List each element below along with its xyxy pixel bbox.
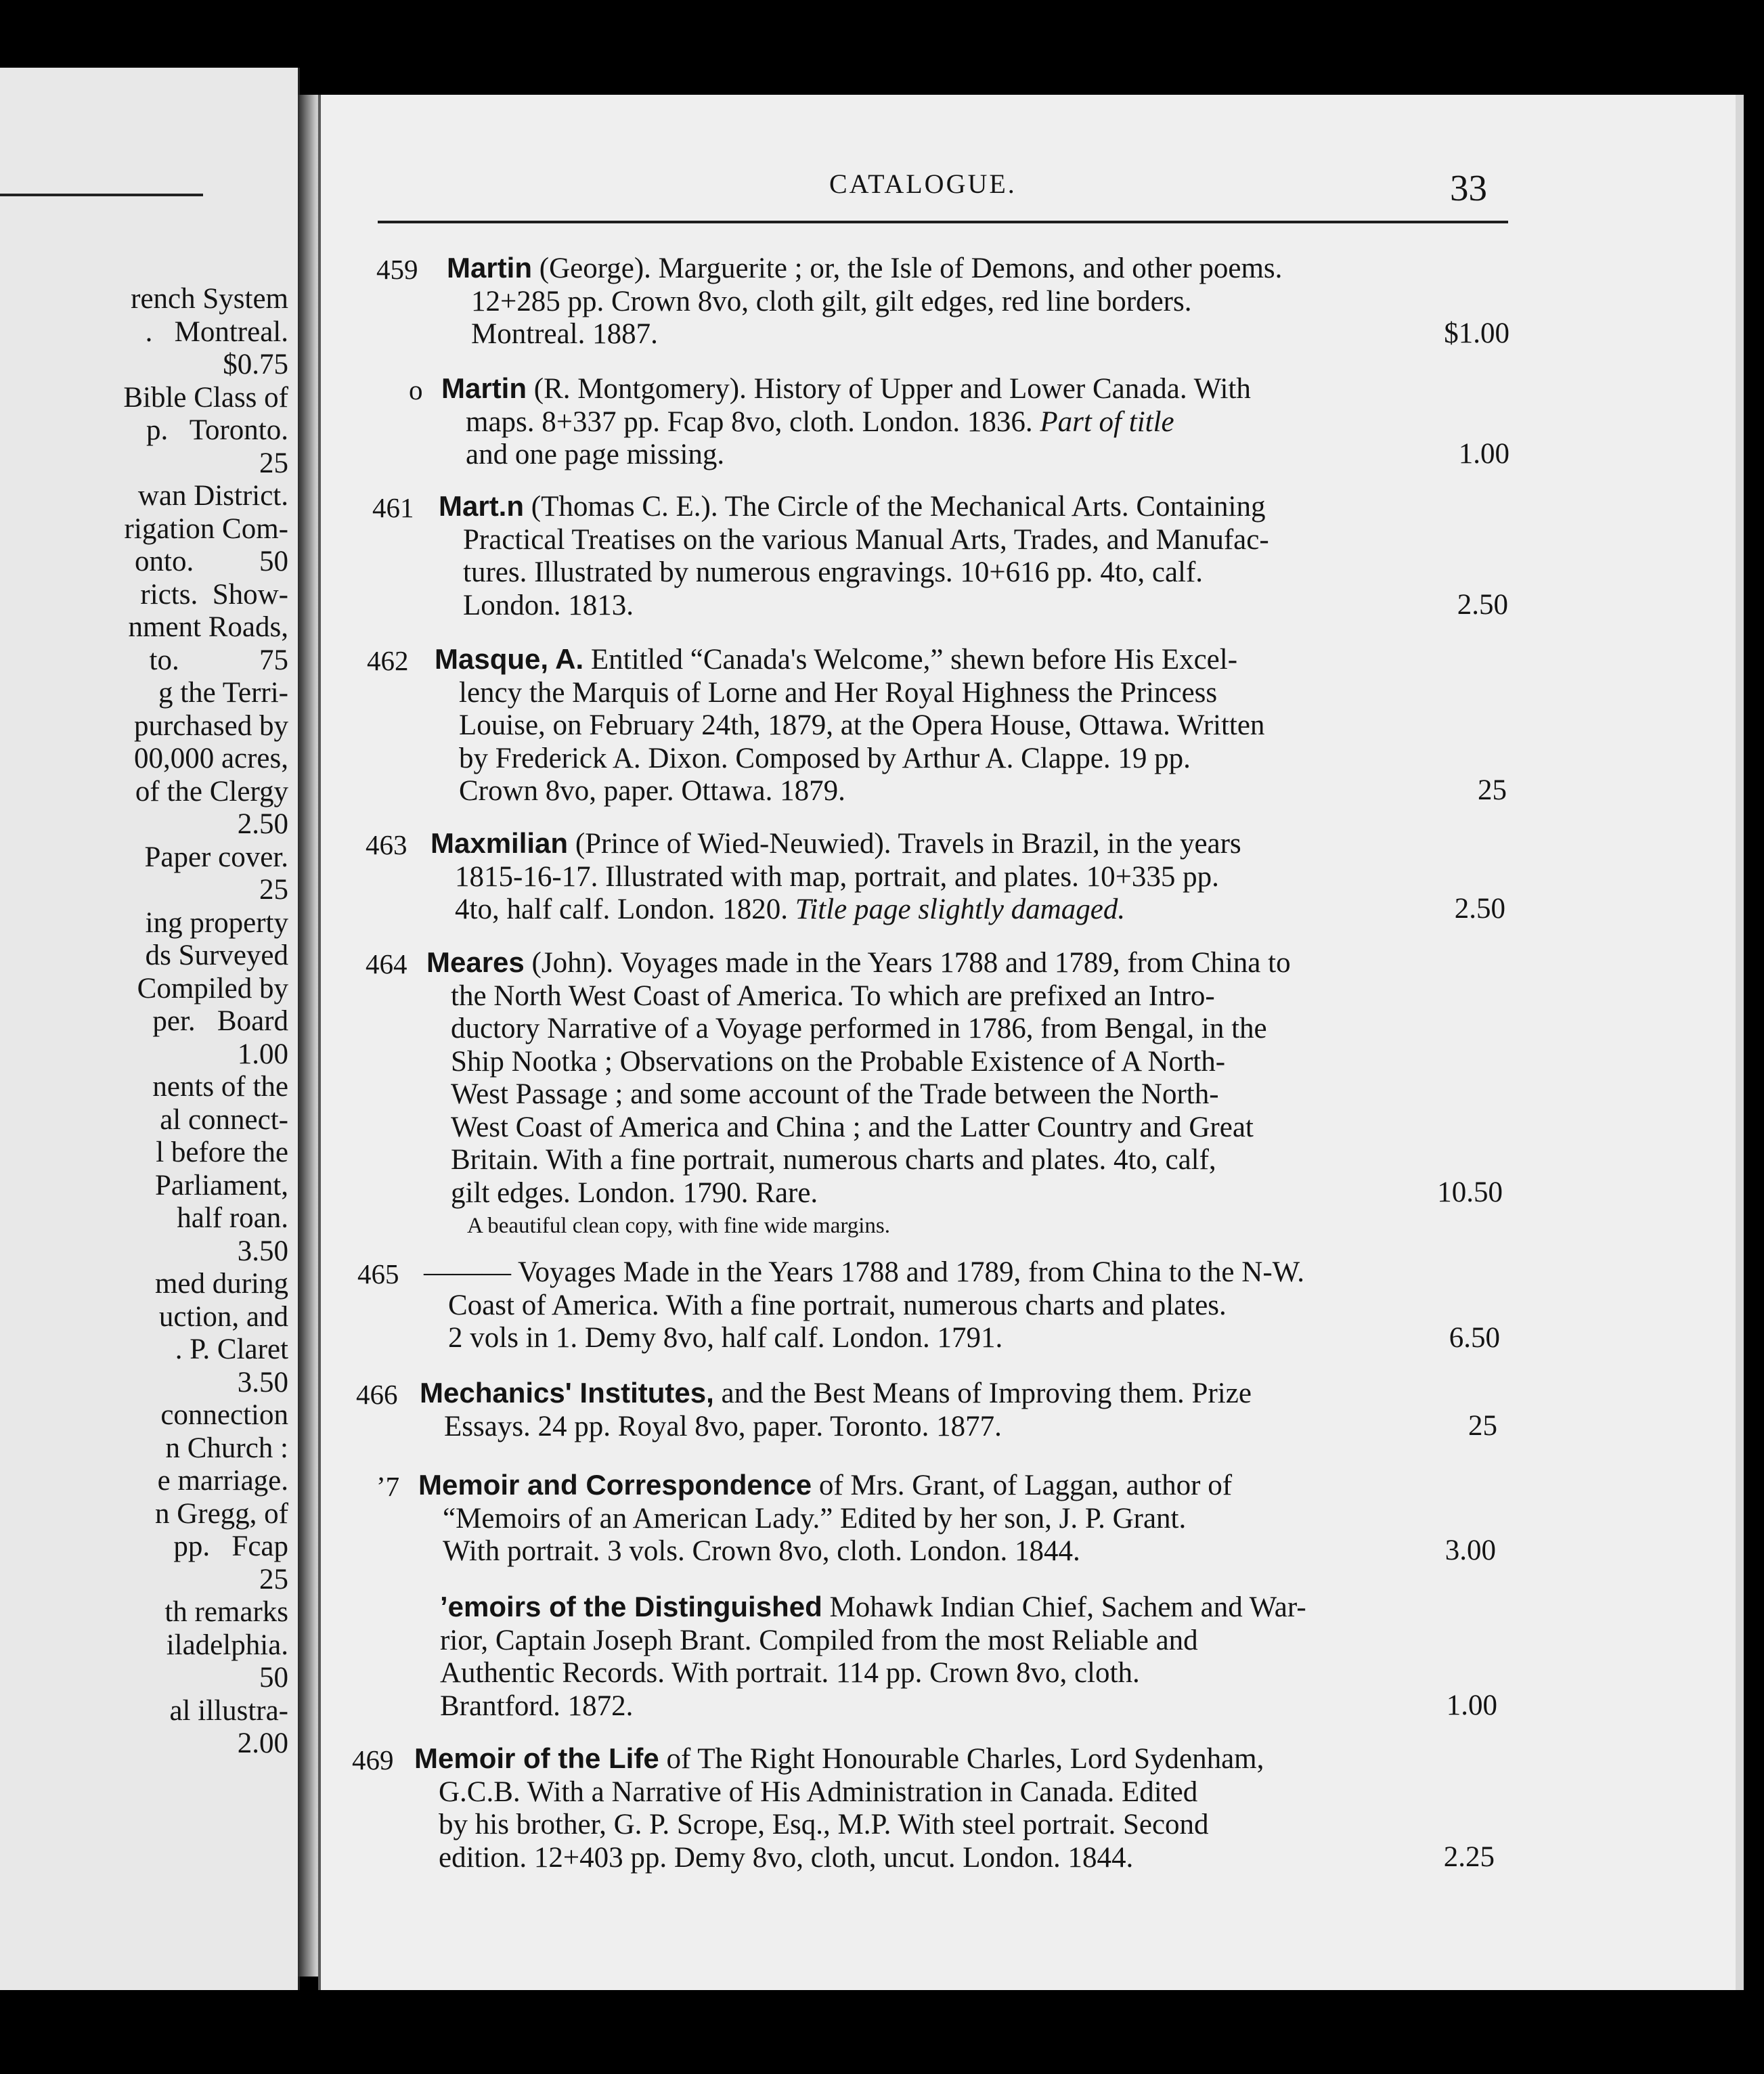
entry-text: (R. Montgomery). History of Upper and Lower Canada. With [527, 373, 1251, 405]
entry-line [441, 439, 1509, 472]
entry-text: gilt edges. London. 1790. Rare. [451, 1176, 818, 1209]
entry-text: (John). Voyages made in the Years 1788 and 1789, from China to [524, 947, 1291, 979]
catalogue-entry [440, 1591, 1497, 1723]
entry-number: 462 [367, 645, 409, 676]
entry-text: of Mrs. Grant, of Laggan, author of [812, 1470, 1233, 1501]
left-page-line: e marriage. [157, 1465, 288, 1497]
entry-text: Essays. 24 pp. Royal 8vo, paper. Toronto. 1877. [444, 1410, 1002, 1442]
entry-line [447, 318, 1509, 351]
left-page-line: 50 [259, 1662, 288, 1694]
entry-text: (George). Marguerite ; or, the Isle of Demons, and other poems. [532, 252, 1283, 284]
entry-title: Maxmilian [431, 827, 569, 859]
entry-remark: Title page slightly damaged. [795, 893, 1126, 925]
entry-text: rior, Captain Joseph Brant. Compiled from the most Reliable and [440, 1624, 1198, 1656]
entry-line [435, 709, 1507, 743]
entry-price: 25 [1468, 1409, 1497, 1442]
catalogue-entry [439, 490, 1508, 622]
entry-line [439, 590, 1508, 623]
page-number: 33 [1450, 167, 1487, 208]
entry-number: 461 [372, 492, 414, 523]
entry-text: Coast of America. With a fine portrait, numerous charts and plates. [448, 1289, 1227, 1321]
entry-title: Martin [447, 252, 532, 284]
entry-line [426, 1013, 1503, 1046]
catalogue-entry [431, 827, 1505, 927]
entry-title: Mechanics' Institutes, [420, 1377, 714, 1409]
left-page-line: purchased by [133, 709, 288, 742]
entry-text: maps. 8+337 pp. Fcap 8vo, cloth. London. 1836. [466, 405, 1040, 438]
entry-line [447, 286, 1509, 319]
entry-line [414, 1809, 1495, 1842]
entry-text: Montreal. 1887. [471, 318, 658, 350]
entry-title: Memoir and Correspondence [418, 1469, 812, 1501]
left-page-line: 00,000 acres, [133, 743, 288, 774]
left-page-line: pp. Fcap [173, 1530, 288, 1562]
entry-line [440, 1591, 1497, 1625]
entry-text: Entitled “Canada's Welcome,” shewn before His Excel- [583, 644, 1238, 676]
entry-text: tures. Illustrated by numerous engravings. 10+616 pp. 4to, calf. [463, 556, 1204, 588]
entry-line [414, 1776, 1495, 1809]
left-page-line: wan District. [137, 480, 288, 512]
entry-number: 469 [352, 1744, 394, 1775]
entry-line [424, 1322, 1500, 1355]
entry-number: 463 [366, 829, 407, 860]
entry-text: by his brother, G. P. Scrope, Esq., M.P. With steel portrait. Second [439, 1809, 1209, 1840]
left-page-line: g the Terri- [158, 677, 288, 709]
entry-text: “Memoirs of an American Lady.” Edited by her son, J. P. Grant. [443, 1502, 1187, 1535]
catalogue-entry [435, 643, 1507, 808]
entry-line [424, 1289, 1500, 1323]
entry-line [424, 1256, 1500, 1289]
entry-number: o [409, 374, 423, 405]
entry-title: Memoir of the Life [414, 1742, 659, 1774]
entry-line [426, 1144, 1503, 1177]
left-page-line: of the Clergy [135, 775, 288, 808]
left-page-line: rench System [131, 283, 288, 315]
left-page-line: med during [154, 1268, 288, 1300]
entry-text: (Prince of Wied-Neuwied). Travels in Brazil, in the years [568, 828, 1241, 860]
entry-title: Meares [426, 946, 525, 978]
left-page-line: 25 [259, 1563, 288, 1595]
entry-text: Ship Nootka ; Observations on the Probable Existence of A North- [451, 1045, 1226, 1078]
entry-line [426, 980, 1503, 1013]
entry-price: 3.00 [1445, 1535, 1496, 1566]
entry-number: 466 [356, 1379, 398, 1410]
entry-text: the North West Coast of America. To which are prefixed an Intro- [451, 979, 1215, 1012]
left-page-line: 3.50 [237, 1235, 288, 1267]
catalogue-entry [414, 1742, 1495, 1874]
entry-text: (Thomas C. E.). The Circle of the Mechanical Arts. Containing [524, 491, 1266, 523]
left-page-line: Bible Class of [123, 381, 288, 414]
entry-text: Practical Treatises on the various Manual Arts, Trades, and Manufac- [463, 523, 1269, 556]
entry-line [431, 893, 1505, 927]
catalogue-entry [447, 252, 1509, 351]
left-page-line: 25 [259, 874, 288, 906]
entry-title: Masque, A. [435, 643, 584, 675]
entry-line [439, 556, 1508, 590]
entry-text: and one page missing. [466, 439, 725, 470]
entry-price: 1.00 [1446, 1689, 1497, 1721]
left-page-line: nents of the [152, 1071, 288, 1103]
left-page-line: 25 [259, 447, 288, 479]
entry-line [426, 1078, 1503, 1111]
entry-text: With portrait. 3 vols. Crown 8vo, cloth. London. 1844. [443, 1535, 1080, 1567]
entry-note: A beautiful clean copy, with fine wide margins. [467, 1214, 891, 1238]
entry-line [431, 861, 1505, 894]
left-page-line: Paper cover. [144, 841, 288, 873]
left-page-line: al connect- [160, 1103, 288, 1136]
entry-text: and the Best Means of Improving them. Prize [713, 1377, 1252, 1409]
entry-price: 10.50 [1437, 1176, 1503, 1208]
catalogue-entry [426, 946, 1503, 1243]
left-page-line: $0.75 [223, 349, 288, 380]
left-page-line: ricts. Show- [140, 578, 288, 611]
left-page-line: 2.00 [237, 1727, 288, 1759]
entry-line [440, 1625, 1497, 1658]
entry-price: 25 [1478, 774, 1507, 806]
entry-line [426, 946, 1503, 980]
entry-line [447, 252, 1509, 286]
entry-line [441, 406, 1509, 439]
left-page-line: l before the [156, 1137, 288, 1168]
left-page-line: connection [160, 1399, 288, 1431]
entry-number: ʼ7 [376, 1471, 400, 1502]
entry-price: 2.50 [1454, 893, 1505, 925]
left-page-line: rigation Com- [124, 512, 288, 545]
left-page-line: 1.00 [237, 1038, 288, 1070]
entry-line [420, 1411, 1497, 1444]
left-page-line: per. Board [152, 1005, 288, 1037]
left-page-line: iladelphia. [166, 1629, 288, 1661]
entry-text: ——— Voyages Made in the Years 1788 and 1789, from China to the N-W. [424, 1256, 1305, 1288]
left-page-line: Compiled by [137, 972, 288, 1005]
entry-text: 2 vols in 1. Demy 8vo, half calf. London. 1791. [448, 1322, 1003, 1354]
entry-title: Mart.n [439, 490, 524, 522]
left-page-line: . P. Claret [175, 1333, 288, 1365]
entry-text: Authentic Records. With portrait. 114 pp. Crown 8vo, cloth. [440, 1657, 1140, 1689]
entry-price: 2.25 [1443, 1840, 1495, 1873]
entry-text: West Coast of America and China ; and the Latter Country and Great [451, 1111, 1254, 1143]
entry-line [414, 1742, 1495, 1776]
left-page-line: ing property [145, 906, 288, 939]
entry-title: ʼemoirs of the Distinguished [440, 1591, 822, 1623]
left-page-line: Parliament, [154, 1169, 288, 1201]
entry-price: 2.50 [1457, 588, 1508, 621]
entry-line [426, 1046, 1503, 1079]
catalogue-entry [420, 1377, 1497, 1443]
left-page-line: half roan. [177, 1202, 288, 1234]
entry-price: $1.00 [1444, 317, 1509, 349]
catalogue-entry [418, 1469, 1496, 1568]
catalogue-entry [441, 372, 1509, 472]
entry-text: edition. 12+403 pp. Demy 8vo, cloth, uncut. London. 1844. [439, 1841, 1134, 1874]
entry-text: Britain. With a fine portrait, numerous charts and plates. 4to, calf, [451, 1144, 1216, 1176]
page-header-title: CATALOGUE. [829, 169, 1017, 199]
entry-text: Mohawk Indian Chief, Sachem and War- [822, 1591, 1306, 1623]
entry-number: 459 [376, 254, 418, 285]
entry-text: 4to, half calf. London. 1820. [455, 893, 795, 925]
entry-line [414, 1842, 1495, 1875]
entry-text: Crown 8vo, paper. Ottawa. 1879. [459, 775, 845, 807]
entry-text: Louise, on February 24th, 1879, at the Opera House, Ottawa. Written [459, 709, 1265, 741]
entry-text: lency the Marquis of Lorne and Her Royal Highness the Princess [459, 676, 1218, 709]
entry-price: 1.00 [1458, 438, 1509, 470]
entry-text: Brantford. 1872. [440, 1690, 634, 1722]
entry-text: by Frederick A. Dixon. Composed by Arthur A. Clappe. 19 pp. [459, 742, 1191, 774]
entry-text: 12+285 pp. Crown 8vo, cloth gilt, gilt edges, red line borders. [471, 285, 1192, 317]
entry-remark: Part of title [1040, 405, 1174, 438]
catalogue-entry [424, 1256, 1500, 1355]
entry-line [418, 1503, 1496, 1536]
left-page-line: . Montreal. [145, 315, 288, 348]
left-page-line: ds Surveyed [145, 940, 288, 971]
entry-line [440, 1690, 1497, 1723]
entry-line [435, 677, 1507, 710]
entry-line [441, 372, 1509, 406]
entry-text: London. 1813. [463, 589, 634, 621]
entry-line [418, 1469, 1496, 1503]
left-page-line: nment Roads, [128, 611, 288, 643]
left-page-line: n Church : [165, 1432, 288, 1464]
entry-text: ductory Narrative of a Voyage performed in 1786, from Bengal, in the [451, 1013, 1267, 1044]
left-page-line: onto. 50 [135, 546, 288, 577]
entry-title: Martin [441, 372, 527, 404]
left-page-line: n Gregg, of [154, 1497, 288, 1530]
entry-line [439, 490, 1508, 524]
left-page-line: to. 75 [149, 644, 288, 676]
left-page-line: p. Toronto. [146, 414, 288, 446]
entry-line [440, 1657, 1497, 1690]
left-page-line: uction, and [158, 1300, 288, 1333]
entry-line [431, 827, 1505, 861]
left-page-line: 2.50 [237, 808, 288, 840]
entry-text: G.C.B. With a Narrative of His Administration in Canada. Edited [439, 1775, 1198, 1808]
entry-line [418, 1535, 1496, 1568]
entry-number: 464 [366, 948, 407, 979]
entry-price: 6.50 [1449, 1322, 1500, 1354]
entry-text: West Passage ; and some account of the Trade between the North- [451, 1078, 1219, 1110]
entry-line [426, 1177, 1503, 1210]
entry-number: 465 [357, 1258, 399, 1289]
entry-line [439, 524, 1508, 557]
entry-line [435, 643, 1507, 677]
entry-text: 1815-16-17. Illustrated with map, portrait, and plates. 10+335 pp. [455, 860, 1219, 893]
entry-line [426, 1111, 1503, 1145]
left-page-line: th remarks [164, 1596, 288, 1628]
left-page-line: 3.50 [237, 1366, 288, 1398]
entry-line [435, 743, 1507, 776]
entry-line [435, 775, 1507, 808]
left-page-line: al illustra- [169, 1694, 288, 1727]
entry-text: of The Right Honourable Charles, Lord Sydenham, [659, 1743, 1264, 1775]
entry-line [420, 1377, 1497, 1411]
